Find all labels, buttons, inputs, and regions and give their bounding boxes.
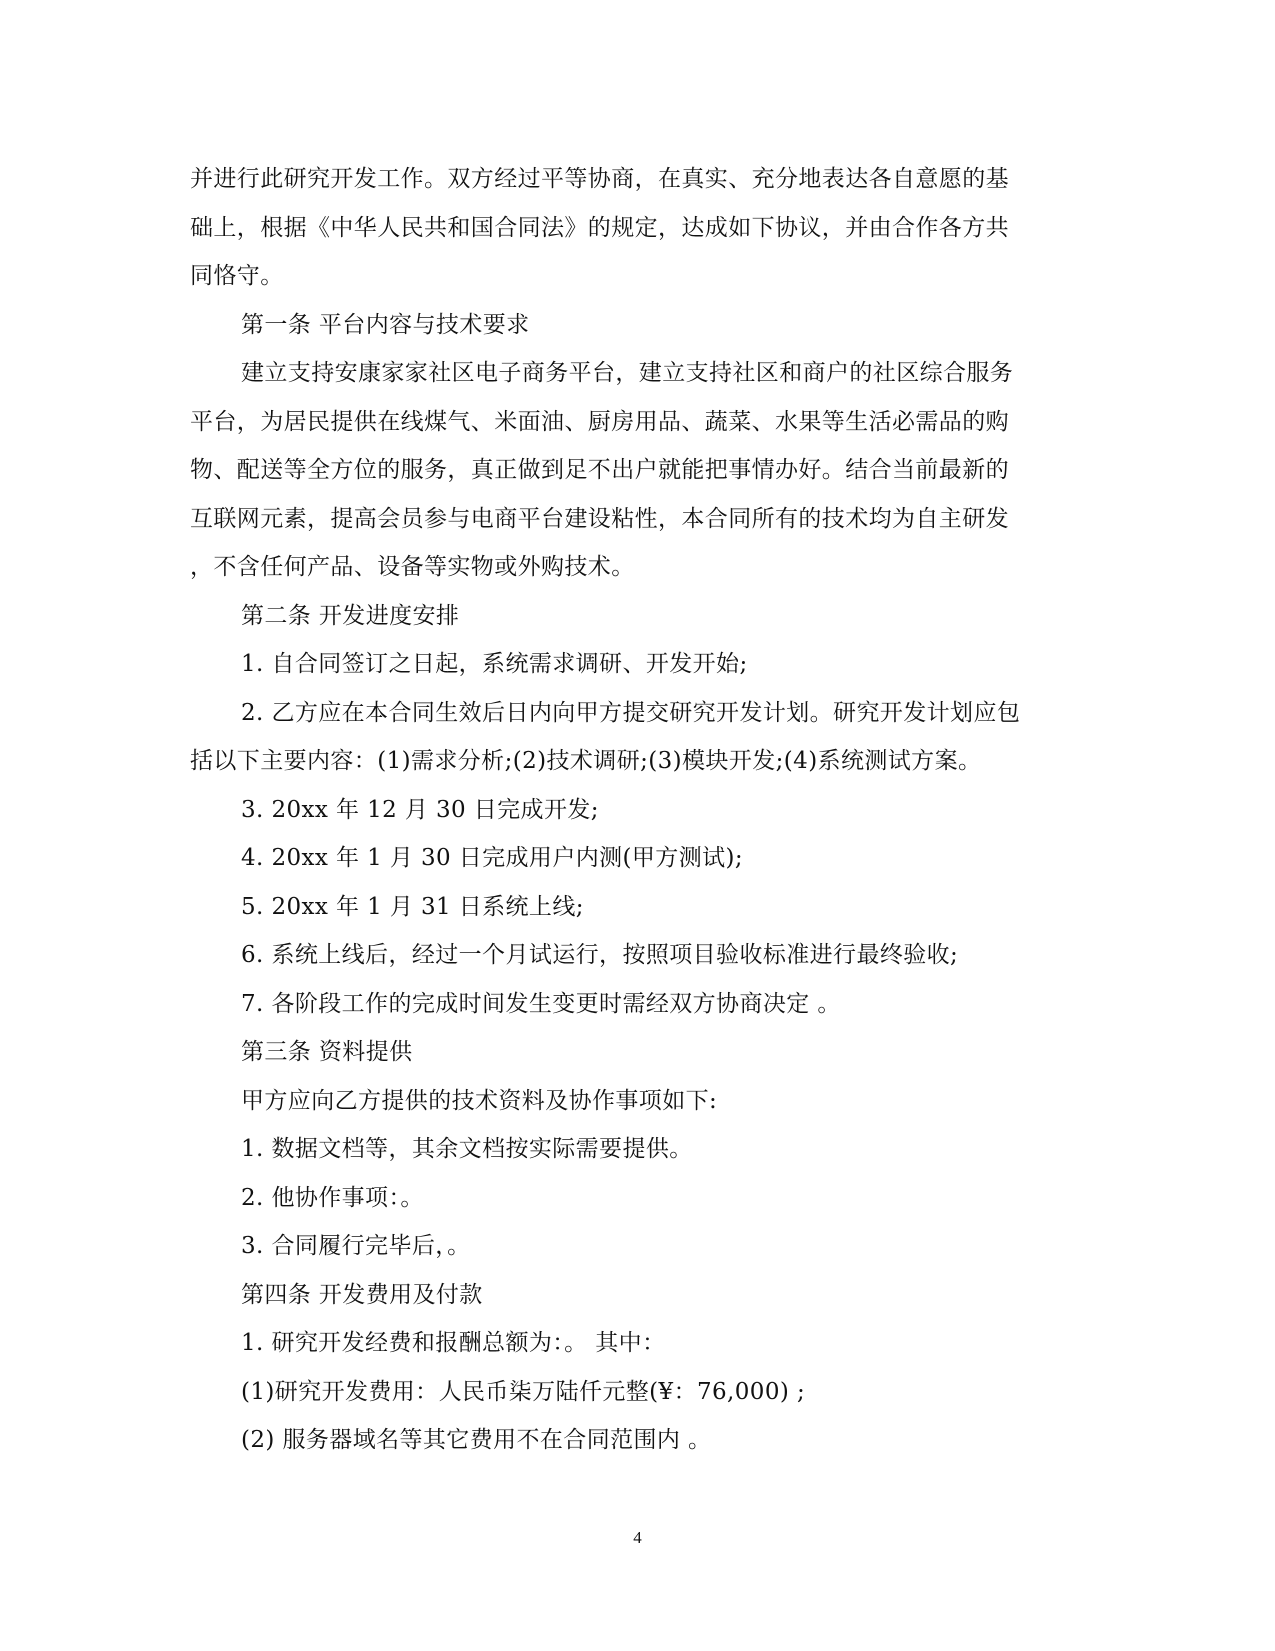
list-item: 4. 20xx 年 1 月 30 日完成用户内测(甲方测试); bbox=[241, 845, 744, 871]
article-heading: 第一条 平台内容与技术要求 bbox=[241, 311, 530, 338]
list-item: 6. 系统上线后，经过一个月试运行，按照项目验收标准进行最终验收; bbox=[241, 942, 959, 968]
body-line: 础上，根据《中华人民共和国合同法》的规定，达成如下协议，并由合作各方共 bbox=[190, 214, 1009, 241]
page-number: 4 bbox=[633, 1528, 642, 1547]
article-heading: 第四条 开发费用及付款 bbox=[241, 1281, 483, 1308]
body-line: 物、配送等全方位的服务，真正做到足不出户就能把事情办好。结合当前最新的 bbox=[190, 457, 1009, 483]
body-line: 建立支持安康家家社区电子商务平台，建立支持社区和商户的社区综合服务 bbox=[241, 360, 1014, 386]
body-line: ，不含任何产品、设备等实物或外购技术。 bbox=[190, 554, 635, 580]
article-heading: 第二条 开发进度安排 bbox=[241, 602, 460, 629]
body-line: 括以下主要内容：(1)需求分析;(2)技术调研;(3)模块开发;(4)系统测试方案。 bbox=[190, 748, 982, 774]
document-body bbox=[190, 155, 1070, 1465]
body-line: 并进行此研究开发工作。双方经过平等协商，在真实、充分地表达各自意愿的基 bbox=[190, 166, 1009, 192]
body-line: 互联网元素，提高会员参与电商平台建设粘性，本合同所有的技术均为自主研发 bbox=[190, 505, 1009, 532]
list-item: 1. 研究开发经费和报酬总额为：。 其中： bbox=[241, 1330, 666, 1356]
list-item: 2. 他协作事项：。 bbox=[241, 1184, 424, 1211]
list-item: 7. 各阶段工作的完成时间发生变更时需经双方协商决定 。 bbox=[241, 990, 841, 1017]
article-heading: 第三条 资料提供 bbox=[241, 1039, 413, 1065]
list-item: (2) 服务器域名等其它费用不在合同范围内 。 bbox=[241, 1427, 712, 1453]
list-item: 3. 合同履行完毕后，。 bbox=[241, 1233, 471, 1259]
body-line: 同恪守。 bbox=[190, 263, 284, 289]
list-item: 3. 20xx 年 12 月 30 日完成开发; bbox=[241, 796, 599, 823]
list-item: 5. 20xx 年 1 月 31 日系统上线; bbox=[241, 893, 584, 920]
list-item: 1. 自合同签订之日起，系统需求调研、开发开始; bbox=[241, 651, 748, 677]
list-item: 1. 数据文档等，其余文档按实际需要提供。 bbox=[241, 1136, 693, 1162]
body-line: 甲方应向乙方提供的技术资料及协作事项如下: bbox=[241, 1087, 718, 1114]
list-item: (1)研究开发费用：人民币柒万陆仟元整(¥：76,000) ; bbox=[241, 1378, 806, 1405]
list-item: 2. 乙方应在本合同生效后日内向甲方提交研究开发计划。研究开发计划应包 bbox=[241, 699, 1021, 726]
body-line: 平台，为居民提供在线煤气、米面油、厨房用品、蔬菜、水果等生活必需品的购 bbox=[190, 408, 1009, 435]
